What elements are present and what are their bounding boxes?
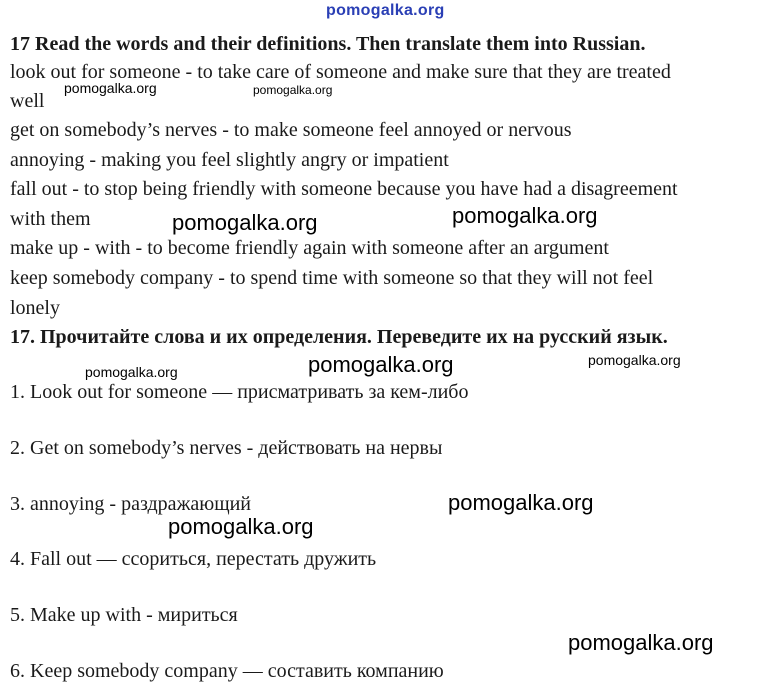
definition-line: look out for someone - to take care of someone and make sure that they are treated: [10, 61, 671, 83]
definition-line: with them: [10, 208, 91, 230]
watermark-large: pomogalka.org: [568, 630, 714, 655]
definition-line: annoying - making you feel slightly angry or impatient: [10, 149, 449, 171]
translation-item: 6. Keep somebody company — составить компанию: [10, 660, 444, 682]
definition-line: keep somebody company - to spend time with someone so that they will not feel: [10, 267, 654, 289]
watermark-small: pomogalka.org: [588, 352, 681, 368]
definition-line: make up - with - to become friendly again with someone after an argument: [10, 237, 609, 259]
watermark-large: pomogalka.org: [308, 352, 454, 377]
watermark-small: pomogalka.org: [253, 83, 333, 97]
translation-item: 1. Look out for someone — присматривать за кем-либо: [10, 381, 469, 403]
translation-item: 5. Make up with - мириться: [10, 604, 238, 626]
watermark-large: pomogalka.org: [448, 490, 594, 515]
translation-item: 2. Get on somebody’s nerves - действовать на нервы: [10, 437, 443, 459]
definition-line: well: [10, 90, 45, 112]
watermark-large: pomogalka.org: [452, 203, 598, 228]
watermark-small: pomogalka.org: [85, 364, 178, 380]
translation-item: 3. annoying - раздражающий: [10, 493, 252, 515]
definition-line: lonely: [10, 297, 60, 319]
watermark-top: pomogalka.org: [326, 2, 445, 19]
watermark-large: pomogalka.org: [172, 210, 318, 235]
russian-heading: 17. Прочитайте слова и их определения. Переведите их на русский язык.: [10, 326, 668, 348]
definition-line: fall out - to stop being friendly with someone because you have had a disagreement: [10, 178, 678, 200]
watermark-large: pomogalka.org: [168, 514, 314, 539]
definition-line: get on somebody’s nerves - to make someone feel annoyed or nervous: [10, 119, 572, 141]
translation-item: 4. Fall out — ссориться, перестать дружить: [10, 548, 377, 570]
english-heading: 17 Read the words and their definitions. Then translate them into Russian.: [10, 33, 646, 55]
watermark-small: pomogalka.org: [64, 80, 157, 96]
